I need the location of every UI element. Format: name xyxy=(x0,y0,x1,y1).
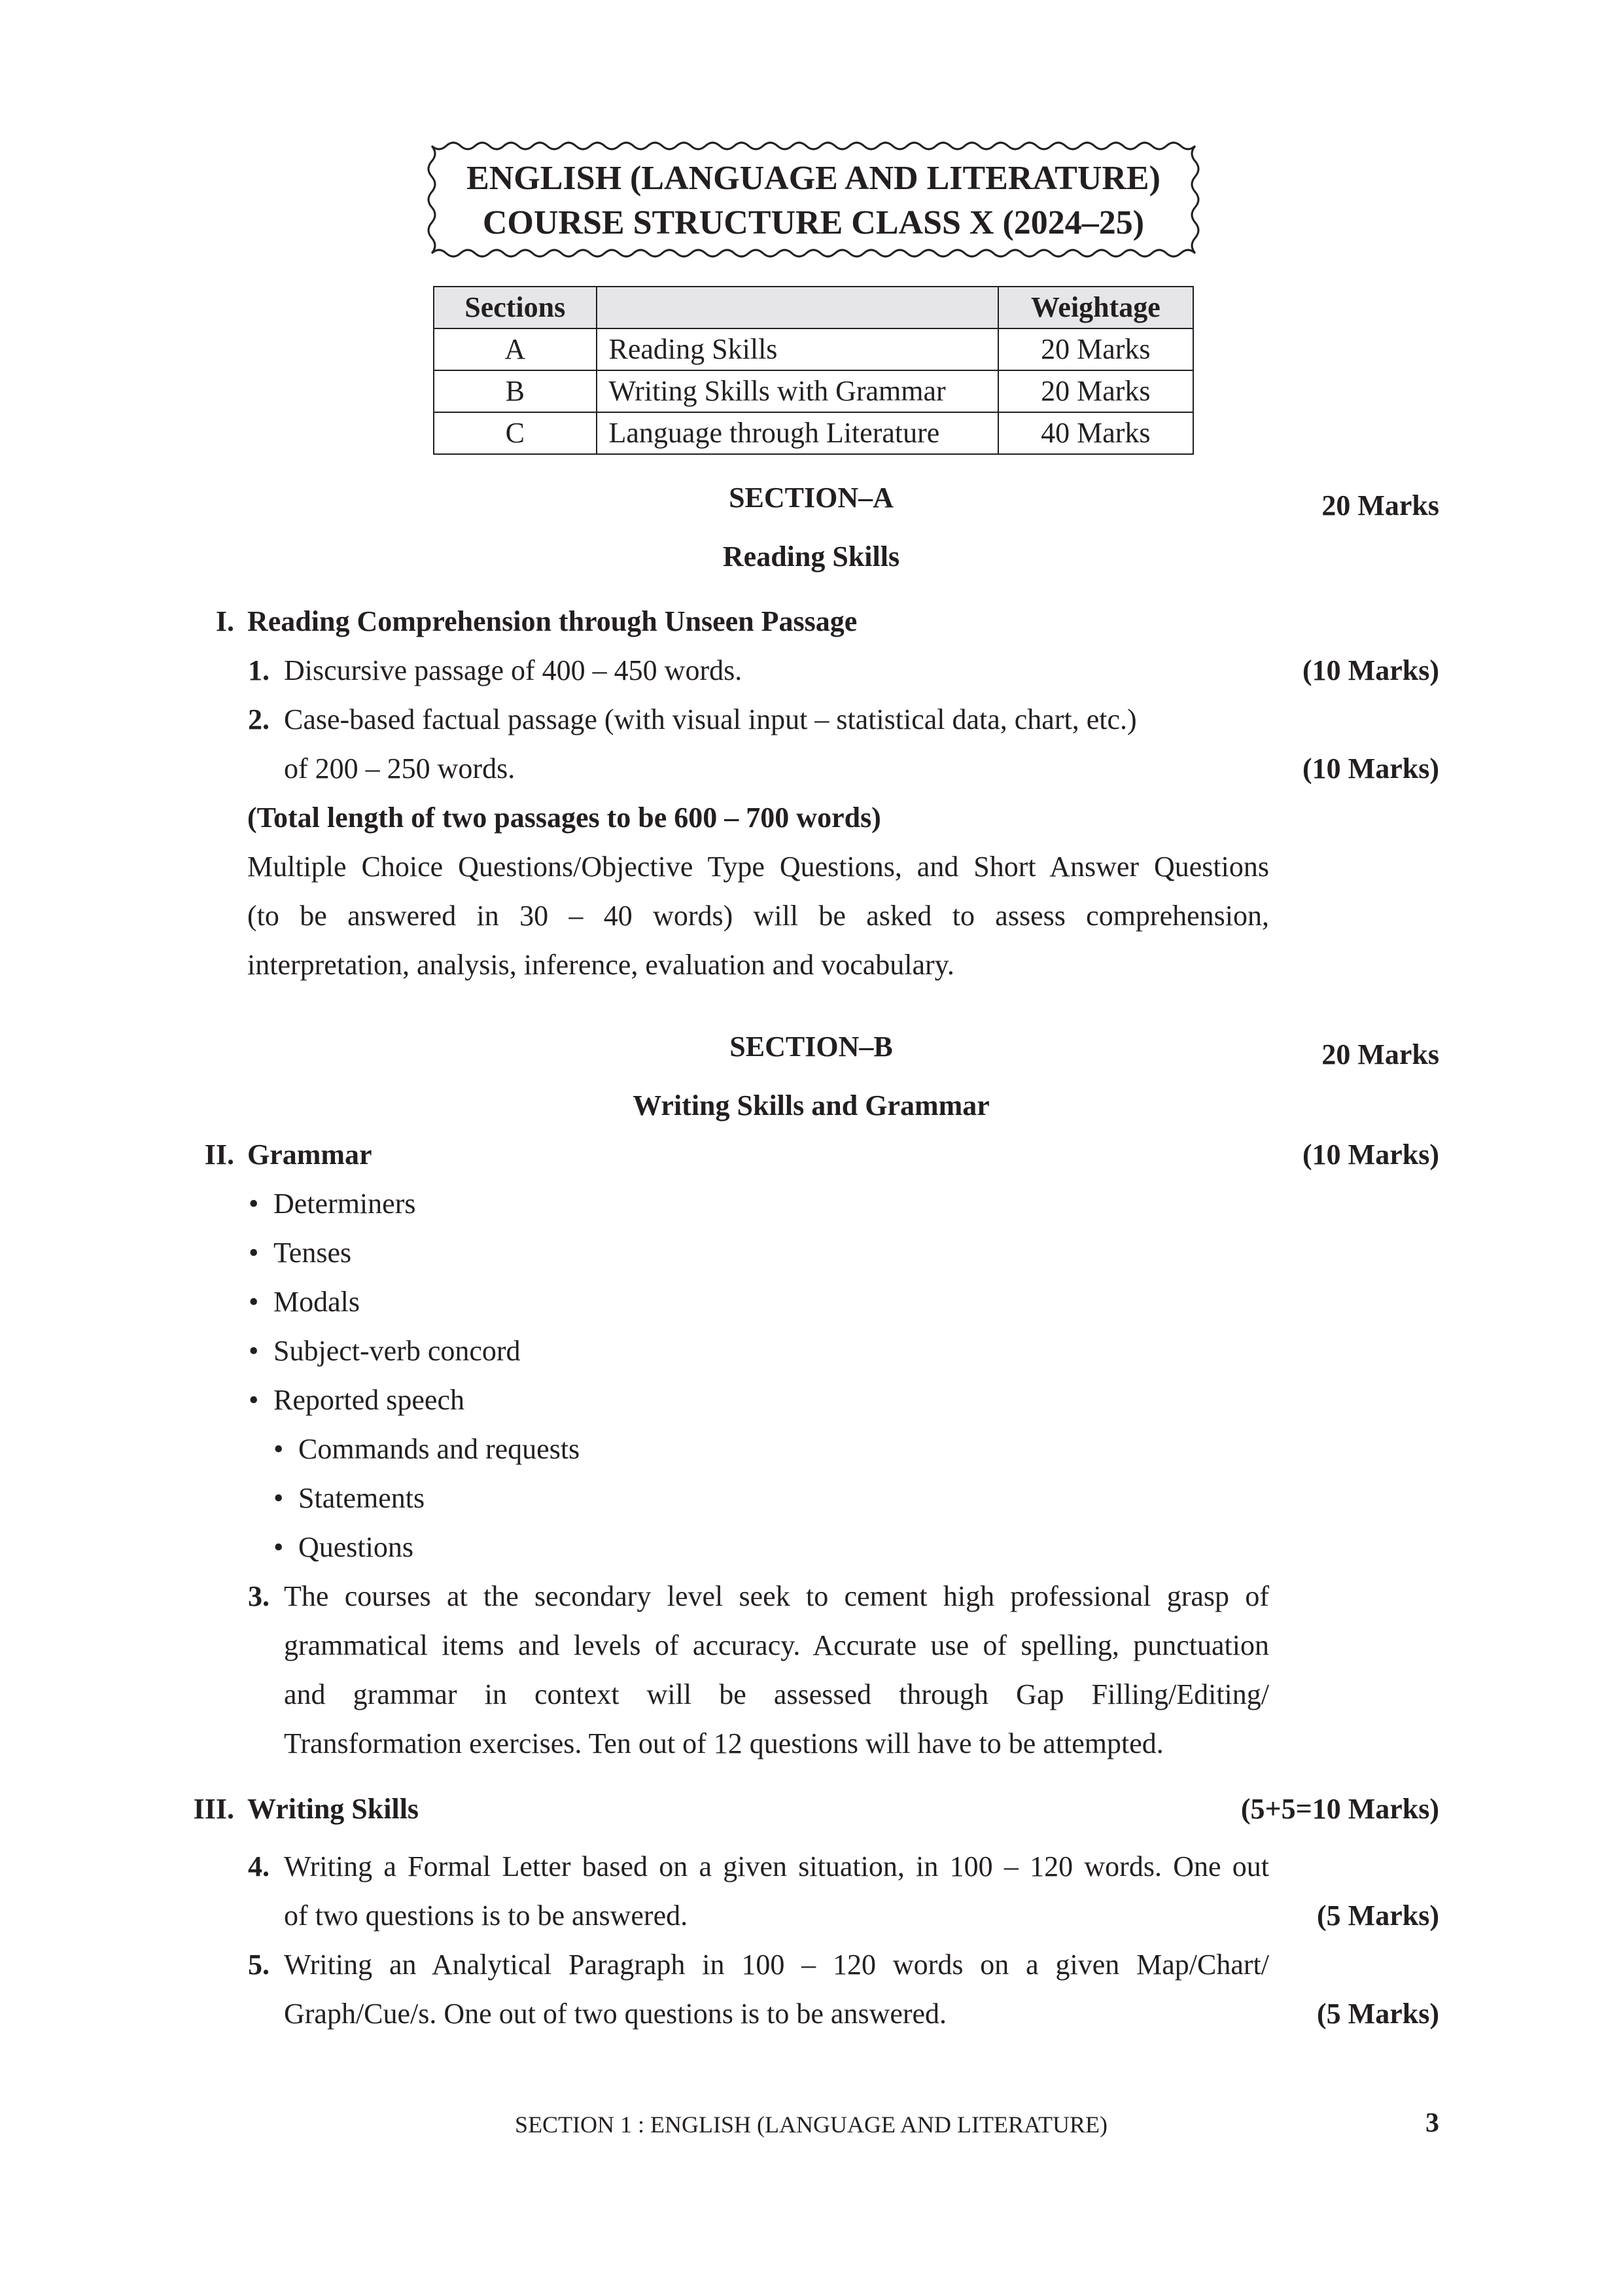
item-3-line-2: grammatical items and levels of accuracy. Accurate use of spelling, punctuation xyxy=(284,1629,1269,1661)
item-1-marks: (10 Marks) xyxy=(1302,654,1439,686)
item-3-line-4: Transformation exercises. Ten out of 12 questions will have to be attempted. xyxy=(284,1727,1164,1759)
grammar-title: Grammar xyxy=(247,1139,372,1171)
item-5-line-1: Writing an Analytical Paragraph in 100 – 120 words on a given Map/Chart/ xyxy=(284,1949,1269,1981)
part-ii-number: II. xyxy=(204,1139,234,1171)
header-sections: Sections xyxy=(434,287,597,328)
part-i-title: Reading Comprehension through Unseen Passage xyxy=(247,605,858,637)
item-1-text: Discursive passage of 400 – 450 words. xyxy=(284,654,742,686)
table-cell-name: Writing Skills with Grammar xyxy=(597,370,998,412)
table-cell-name: Reading Skills xyxy=(597,328,998,370)
list-item: • Determiners xyxy=(249,1186,415,1222)
table-row xyxy=(434,412,1193,454)
sub-list-item: • Statements xyxy=(273,1480,425,1517)
weightage-table xyxy=(433,286,1194,455)
section-b-heading: SECTION–B xyxy=(729,1031,893,1063)
item-5-line-2: Graph/Cue/s. One out of two questions is to be answered. xyxy=(284,1998,947,2030)
section-a-subheading: Reading Skills xyxy=(722,540,900,573)
writing-skills-marks: (5+5=10 Marks) xyxy=(1240,1793,1439,1825)
section-b-subheading: Writing Skills and Grammar xyxy=(633,1089,990,1122)
para-line-1: Multiple Choice Questions/Objective Type Questions, and Short Answer Questions xyxy=(247,851,1269,883)
title-box xyxy=(427,141,1200,258)
item-3-line-3: and grammar in context will be assessed through Gap Filling/Editing/ xyxy=(284,1678,1269,1710)
sub-list-item: • Commands and requests xyxy=(273,1431,580,1468)
header-weightage: Weightage xyxy=(998,287,1193,328)
item-2-number: 2. xyxy=(248,703,270,735)
section-a-marks: 20 Marks xyxy=(1321,489,1439,521)
table-cell-marks: 20 Marks xyxy=(998,370,1193,412)
header-blank xyxy=(597,287,998,328)
item-5-number: 5. xyxy=(248,1949,270,1981)
section-a-heading: SECTION–A xyxy=(729,482,894,514)
item-1-number: 1. xyxy=(248,654,270,686)
section-b-marks: 20 Marks xyxy=(1321,1038,1439,1070)
page-number: 3 xyxy=(1425,2108,1439,2138)
item-4-line-2: of two questions is to be answered. xyxy=(284,1899,688,1932)
writing-skills-title: Writing Skills xyxy=(247,1793,419,1825)
part-iii-number: III. xyxy=(193,1793,234,1825)
list-item: • Tenses xyxy=(249,1235,351,1271)
table-cell-name: Language through Literature xyxy=(597,412,998,454)
item-4-line-1: Writing a Formal Letter based on a given situation, in 100 – 120 words. One out xyxy=(284,1850,1269,1882)
item-2-line-2: of 200 – 250 words. xyxy=(284,752,515,785)
item-5-marks: (5 Marks) xyxy=(1317,1998,1439,2030)
item-4-number: 4. xyxy=(248,1850,270,1882)
title-line-1: ENGLISH (LANGUAGE AND LITERATURE) xyxy=(466,160,1161,197)
list-item: • Modals xyxy=(249,1284,360,1320)
footer-running-title: SECTION 1 : ENGLISH (LANGUAGE AND LITERATURE) xyxy=(515,2111,1108,2138)
item-2-line-1: Case-based factual passage (with visual input – statistical data, chart, etc.) xyxy=(284,703,1137,735)
grammar-marks: (10 Marks) xyxy=(1302,1139,1439,1171)
table-row xyxy=(434,370,1193,412)
item-4-marks: (5 Marks) xyxy=(1317,1899,1439,1932)
item-3-line-1: The courses at the secondary level seek to cement high professional grasp of xyxy=(284,1580,1269,1612)
table-cell-section: A xyxy=(434,328,597,370)
table-header-row xyxy=(434,287,1193,328)
table-cell-section: B xyxy=(434,370,597,412)
para-line-3: interpretation, analysis, inference, evaluation and vocabulary. xyxy=(247,949,954,981)
part-i-number: I. xyxy=(215,605,234,637)
total-length-note: (Total length of two passages to be 600 – 700 words) xyxy=(247,802,881,834)
table-cell-section: C xyxy=(434,412,597,454)
title-line-2: COURSE STRUCTURE CLASS X (2024–25) xyxy=(482,204,1145,241)
list-item: • Subject-verb concord xyxy=(249,1333,521,1369)
table-row xyxy=(434,328,1193,370)
table-cell-marks: 40 Marks xyxy=(998,412,1193,454)
item-3-number: 3. xyxy=(248,1580,270,1612)
para-line-2: (to be answered in 30 – 40 words) will be asked to assess comprehension, xyxy=(247,900,1269,932)
list-item: • Reported speech xyxy=(249,1382,464,1419)
sub-list-item: • Questions xyxy=(273,1529,413,1566)
item-2-marks: (10 Marks) xyxy=(1302,752,1439,785)
table-cell-marks: 20 Marks xyxy=(998,328,1193,370)
